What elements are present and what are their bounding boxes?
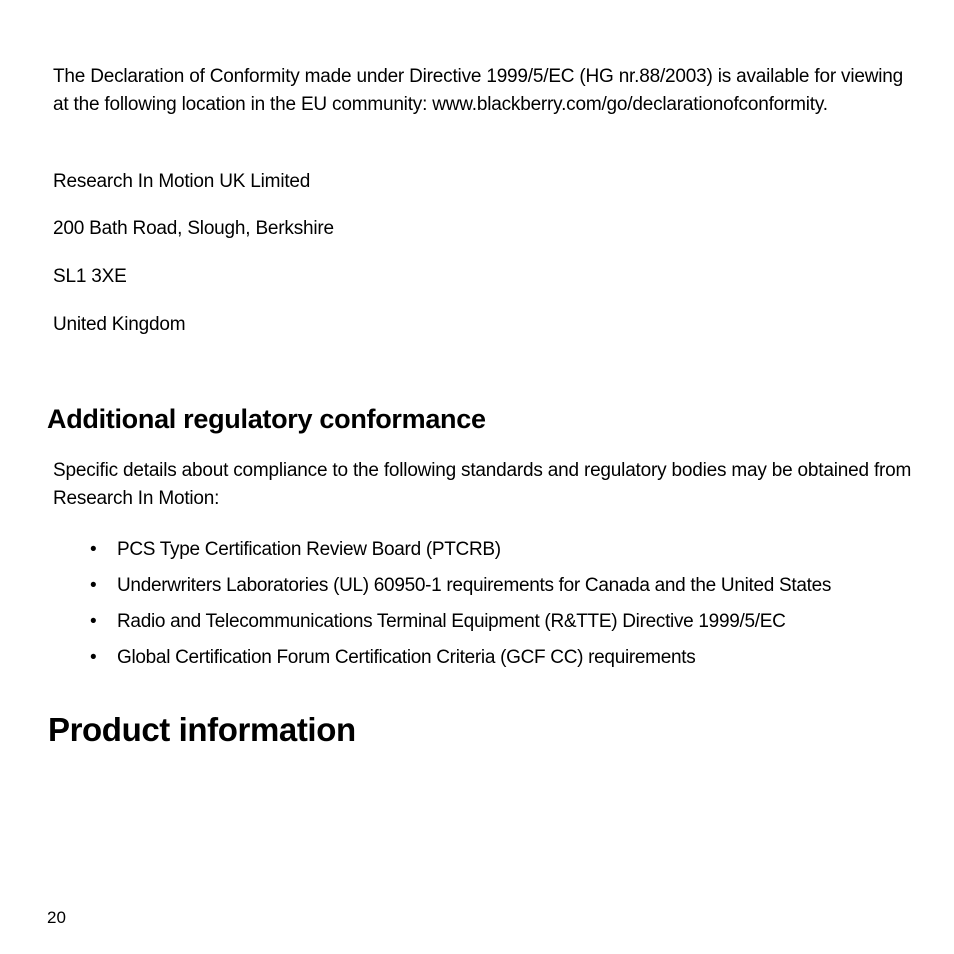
declaration-text: The Declaration of Conformity made under Directive 1999/5/EC (HG nr.88/2003) is available for viewing at the following location in the EU community: xyxy=(53,66,903,115)
address-street: 200 Bath Road, Slough, Berkshire xyxy=(53,218,334,239)
page-number: 20 xyxy=(47,908,66,927)
bullet-icon: • xyxy=(90,611,97,632)
address-company: Research In Motion UK Limited xyxy=(53,171,311,192)
declaration-link[interactable]: www.blackberry.com/go/declarationofconformity xyxy=(432,94,823,115)
bullet-icon: • xyxy=(90,539,97,560)
additional-intro: Specific details about compliance to the following standards and regulatory bodies may be obtained from Research In Motion: xyxy=(53,460,912,509)
list-item-text: PCS Type Certification Review Board (PTCRB) xyxy=(117,539,501,560)
list-item xyxy=(90,644,940,680)
product-information-heading: Product information xyxy=(48,711,356,748)
standards-list xyxy=(90,536,940,680)
list-item xyxy=(90,536,940,572)
declaration-paragraph xyxy=(53,63,923,119)
bullet-icon: • xyxy=(90,575,97,596)
list-item-text: Underwriters Laboratories (UL) 60950-1 requirements for Canada and the United States xyxy=(117,575,832,596)
list-item xyxy=(90,572,940,608)
declaration-trailing: . xyxy=(822,94,828,115)
list-item-text: Global Certification Forum Certification Criteria (GCF CC) requirements xyxy=(117,647,696,668)
address-postcode: SL1 3XE xyxy=(53,266,127,287)
list-item-text: Radio and Telecommunications Terminal Equipment (R&TTE) Directive 1999/5/EC xyxy=(117,611,786,632)
bullet-icon: • xyxy=(90,647,97,668)
address-country: United Kingdom xyxy=(53,314,186,335)
additional-regulatory-heading: Additional regulatory conformance xyxy=(47,404,486,434)
list-item xyxy=(90,608,940,644)
